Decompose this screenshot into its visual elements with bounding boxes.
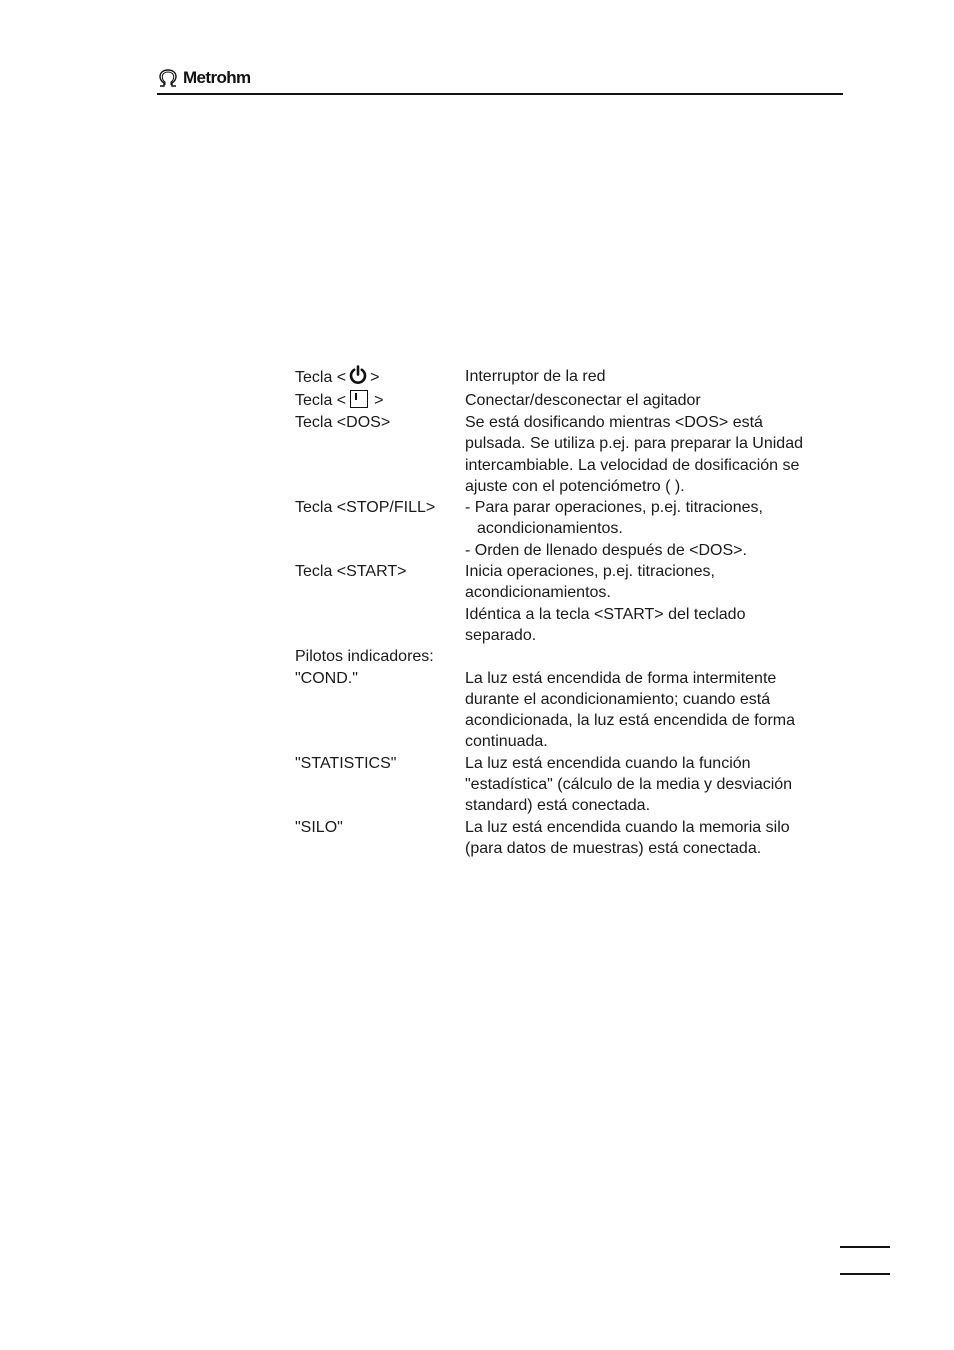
list-item-indicators-heading <box>295 646 855 667</box>
footer-rule-top <box>840 1246 890 1248</box>
item-label: Tecla < > <box>295 392 384 410</box>
item-description: La luz está encendida de forma intermitente durante el acondicionamiento; cuando está acondicionada, la luz está encendida de forma continuada. <box>465 669 795 751</box>
item-description: Inicia operaciones, p.ej. titraciones, acondicionamientos. Idéntica a la tecla <START> del teclado separado. <box>465 563 746 644</box>
list-item-stop-fill-key <box>295 497 855 561</box>
key-description-list <box>295 363 855 859</box>
item-label: Tecla <STOP/FILL> <box>295 499 436 517</box>
item-label: "SILO" <box>295 818 343 836</box>
footer-rule-bottom <box>840 1273 890 1275</box>
item-label: Tecla < > <box>295 365 465 388</box>
list-item-start-key <box>295 561 855 646</box>
list-item-dos-key <box>295 412 855 497</box>
list-item-statistics-lamp <box>295 753 855 817</box>
list-item-stirrer-key <box>295 390 855 412</box>
item-label: Tecla <START> <box>295 563 407 581</box>
header-rule <box>157 93 843 95</box>
item-label: "STATISTICS" <box>295 754 397 772</box>
list-item-silo-lamp <box>295 817 855 860</box>
item-description <box>465 646 835 667</box>
item-description: La luz está encendida cuando la memoria silo (para datos de muestras) está conectada. <box>465 818 790 857</box>
brand-name: Metrohm <box>183 68 251 87</box>
list-item-power-key <box>295 363 855 390</box>
item-label: "COND." <box>295 669 358 687</box>
power-icon <box>348 365 368 385</box>
item-description: Conectar/desconectar el agitador <box>465 392 701 410</box>
page-header <box>157 66 251 90</box>
item-description: Interruptor de la red <box>465 367 606 385</box>
item-description: Se está dosificando mientras <DOS> está pulsada. Se utiliza p.ej. para preparar la Unidad intercambiable. La velocidad de dosificación se ajuste con el potenciómetro ( ). <box>465 414 803 495</box>
list-item-cond-lamp <box>295 668 855 753</box>
stirrer-icon <box>350 390 368 408</box>
item-description: La luz está encendida cuando la función "estadística" (cálculo de la media y desviación standard) está conectada. <box>465 754 793 815</box>
item-label: Pilotos indicadores: <box>295 648 434 666</box>
omega-logo-icon <box>157 68 179 88</box>
item-description: - Para parar operaciones, p.ej. titraciones, acondicionamientos. - Orden de llenado después de <DOS>. <box>465 499 763 559</box>
item-label: Tecla <DOS> <box>295 414 391 431</box>
